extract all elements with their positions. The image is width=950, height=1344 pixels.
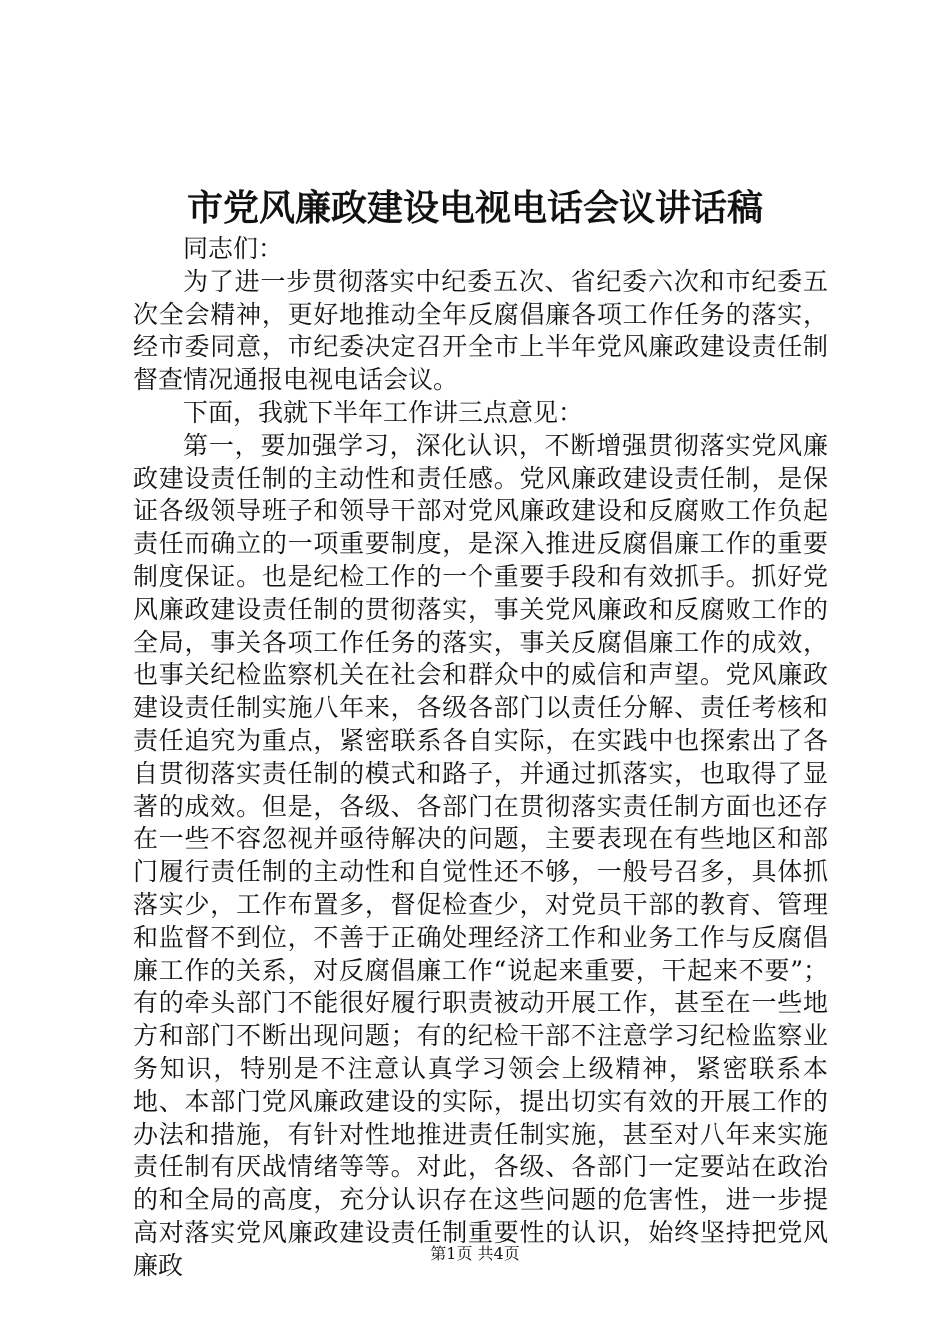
- document-body: [133, 233, 828, 1283]
- page-footer: 第1页 共4页: [430, 1244, 520, 1263]
- paragraph-outline: 下面，我就下半年工作讲三点意见：: [183, 397, 584, 427]
- salutation: 同志们：: [183, 234, 284, 263]
- document-title: 市党风廉政建设电视电话会议讲话稿: [186, 187, 763, 229]
- paragraph-intro: 为了进一步贯彻落实中纪委五次、省纪委六次和市纪委五次全会精神，更好地推动全年反腐倡廉各项工作任务的落实，经市委同意，市纪委决定召开全市上半年党风廉政建设责任制督查情况通报电视电话会议。: [133, 266, 828, 395]
- paragraph-point-one: 第一，要加强学习，深化认识，不断增强贯彻落实党风廉政建设责任制的主动性和责任感。党风廉政建设责任制，是保证各级领导班子和领导干部对党风廉政建设和反腐败工作负起责任而确立的一项重要制度，是深入推进反腐倡廉工作的重要制度保证。也是纪检工作的一个重要手段和有效抓手。抓好党风廉政建设责任制的贯彻落实，事关党风廉政和反腐败工作的全局，事关各项工作任务的落实，事关反腐倡廉工作的成效，也事关纪检监察机关在社会和群众中的威信和声望。党风廉政建设责任制实施八年来，各级各部门以责任分解、责任考核和责任追究为重点，紧密联系各自实际，在实践中也探索出了各自贯彻落实责任制的模式和路子，并通过抓落实，也取得了显著的成效。但是，各级、各部门在贯彻落实责任制方面也还存在一些不容忽视并亟待解决的问题，主要表现在有些地区和部门履行责任制的主动性和自觉性还不够，一般号召多，具体抓落实少，工作布置多，督促检查少，对党员干部的教育、管理和监督不到位，不善于正确处理经济工作和业务工作与反腐倡廉工作的关系，对反腐倡廉工作“说起来重要，干起来不要”；有的牵头部门不能很好履行职责被动开展工作，甚至在一些地方和部门不断出现问题；有的纪检干部不注意学习纪检监察业务知识，特别是不注意认真学习领会上级精神，紧密联系本地、本部门党风廉政建设的实际，提出切实有效的开展工作的办法和措施，有针对性地推进责任制实施，甚至对八年来实施责任制有厌战情绪等等。对此，各级、各部门一定要站在政治的和全局的高度，充分认识存在这些问题的危害性，进一步提高对落实党风廉政建设责任制重要性的认识，始终坚持把党风廉政: [133, 430, 828, 1280]
